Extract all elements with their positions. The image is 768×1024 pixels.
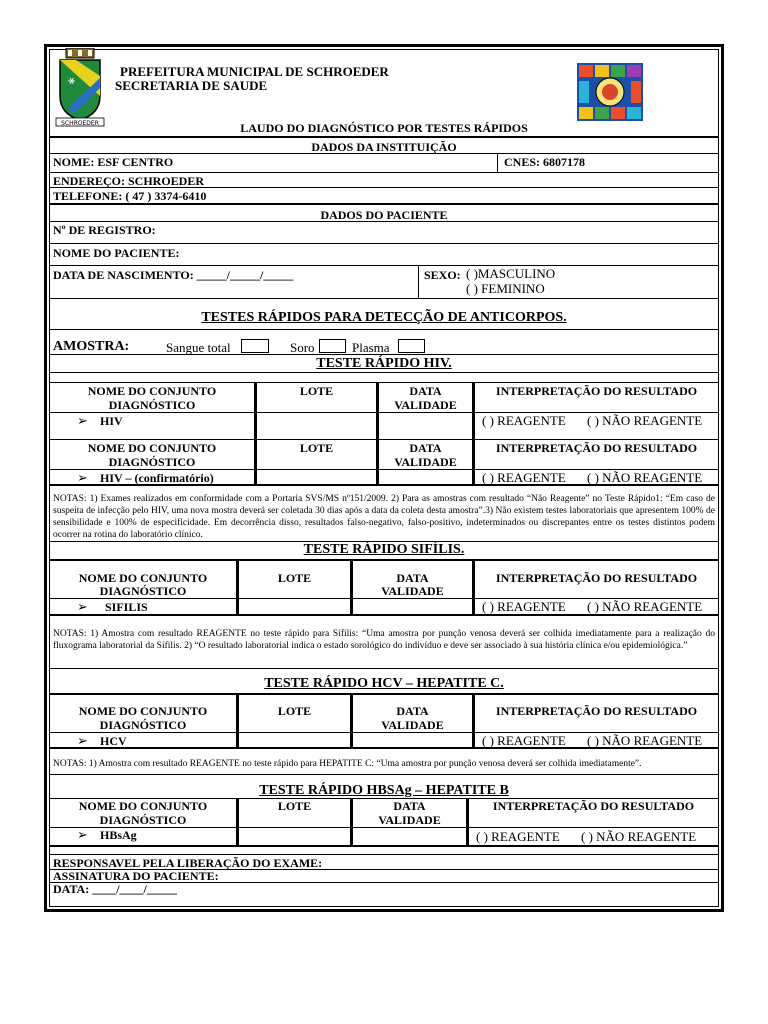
arrow-bullet-icon: ➢	[77, 470, 88, 485]
crest-logo	[54, 48, 106, 128]
sifilis-col-data-1: DATA	[396, 571, 429, 585]
hcv-col-lote: LOTE	[277, 704, 312, 718]
hbsag-item: HBsAg	[100, 828, 137, 842]
hbsag-col-lote: LOTE	[277, 799, 312, 813]
section-paciente: DADOS DO PACIENTE	[320, 208, 448, 222]
hiv2-nao-reagente[interactable]: ( ) NÃO REAGENTE	[587, 470, 703, 485]
secretaria-name: SECRETARIA DE SAUDE	[115, 78, 268, 93]
amostra-sangue: Sangue total	[166, 340, 231, 355]
soro-checkbox[interactable]	[319, 339, 346, 353]
sifilis-title: TESTE RÁPIDO SIFÍLIS.	[303, 542, 465, 557]
responsavel-field[interactable]: RESPONSAVEL PELA LIBERAÇÃO DO EXAME:	[53, 856, 323, 870]
hcv-item: HCV	[100, 734, 127, 748]
amostra-plasma: Plasma	[352, 340, 390, 355]
plasma-checkbox[interactable]	[398, 339, 425, 353]
sexo-masculino[interactable]: ( )MASCULINO	[466, 266, 556, 281]
crest-label: SCHROEDER	[61, 120, 99, 127]
hcv-col-data-2: VALIDADE	[381, 718, 444, 732]
hbsag-col-data-1: DATA	[393, 799, 426, 813]
hiv-col-lote: LOTE	[299, 384, 334, 398]
paciente-nome[interactable]: NOME DO PACIENTE:	[53, 246, 180, 260]
hiv2-col-data-2: VALIDADE	[394, 455, 457, 469]
data-field[interactable]: DATA: ____/____/_____	[53, 882, 177, 896]
hiv1-nao-reagente[interactable]: ( ) NÃO REAGENTE	[587, 413, 703, 428]
hcv-title: TESTE RÁPIDO HCV – HEPATITE C.	[264, 676, 504, 691]
sangue-checkbox[interactable]	[241, 339, 269, 353]
form-title: LAUDO DO DIAGNÓSTICO POR TESTES RÁPIDOS	[240, 121, 528, 135]
hcv-notes: NOTAS: 1) Amostra com resultado REAGENTE no teste rápido para HEPATITE C: “Uma amostra por punção venosa deverá ser colhida imediatamente”.	[53, 759, 642, 769]
arrow-bullet-icon: ➢	[77, 599, 88, 614]
hbsag-title: TESTE RÁPIDO HBSAg – HEPATITE B	[259, 783, 509, 798]
sifilis-col-interp: INTERPRETAÇÃO DO RESULTADO	[495, 571, 698, 585]
hbsag-reagente[interactable]: ( ) REAGENTE	[476, 829, 560, 844]
sifilis-nao-reagente[interactable]: ( ) NÃO REAGENTE	[587, 599, 703, 614]
section-instituicao: DADOS DA INSTITUIÇÃO	[311, 140, 457, 154]
hiv-item-2: HIV – (confirmatório)	[100, 471, 214, 485]
hbsag-col-interp: INTERPRETAÇÃO DO RESULTADO	[492, 799, 695, 813]
sexo-feminino[interactable]: ( ) FEMININO	[466, 281, 545, 296]
hiv-item-1: HIV	[100, 414, 123, 428]
hcv-col-data-1: DATA	[396, 704, 429, 718]
hiv-col-nome-1: NOME DO CONJUNTO	[87, 384, 217, 398]
hiv-title: TESTE RÁPIDO HIV.	[316, 356, 452, 371]
sifilis-reagente[interactable]: ( ) REAGENTE	[482, 599, 566, 614]
assinatura-field[interactable]: ASSINATURA DO PACIENTE:	[53, 869, 219, 883]
sifilis-col-data-2: VALIDADE	[381, 584, 444, 598]
sifilis-col-nome-1: NOME DO CONJUNTO	[78, 571, 208, 585]
hbsag-nao-reagente[interactable]: ( ) NÃO REAGENTE	[581, 829, 697, 844]
paciente-registro[interactable]: Nº DE REGISTRO:	[53, 223, 156, 237]
svg-text:⚹: ⚹	[68, 73, 76, 87]
instituicao-endereco: ENDEREÇO: SCHROEDER	[53, 174, 205, 188]
arrow-bullet-icon: ➢	[77, 827, 88, 842]
prefeitura-name: PREFEITURA MUNICIPAL DE SCHROEDER	[120, 64, 389, 79]
hiv-col-interp: INTERPRETAÇÃO DO RESULTADO	[495, 384, 698, 398]
hcv-col-nome-1: NOME DO CONJUNTO	[78, 704, 208, 718]
hiv-notes: NOTAS: 1) Exames realizados em conformidade com a Portaria SVS/MS nº151/2009. 2) Para as amostras com resultado “Não Reagente” no Teste Rápido1: “Em caso de suspeita de infecção pelo HIV, uma nova mostra deverá ser coletada 30 dias após a data da coleta desta amostra”.3) Não existem testes laboratoriais que apresentem 100% de sensibilidade e 100% de especificidade. Em decorrência disso, resultados falso-negativo, falso-positivo, indeterminados ou discrepantes entre os testes distintos podem ocorrer na rotina do laboratório clínico.	[53, 494, 715, 540]
hiv2-col-interp: INTERPRETAÇÃO DO RESULTADO	[495, 441, 698, 455]
hiv2-reagente[interactable]: ( ) REAGENTE	[482, 470, 566, 485]
paciente-nascimento[interactable]: DATA DE NASCIMENTO: _____/_____/_____	[53, 268, 294, 282]
amostra-label: AMOSTRA:	[53, 339, 130, 354]
arrow-bullet-icon: ➢	[77, 733, 88, 748]
hiv-col-data-2: VALIDADE	[394, 398, 457, 412]
hcv-col-interp: INTERPRETAÇÃO DO RESULTADO	[495, 704, 698, 718]
instituicao-telefone: TELEFONE: ( 47 ) 3374-6410	[53, 189, 207, 203]
hbsag-col-data-2: VALIDADE	[378, 813, 441, 827]
hiv1-reagente[interactable]: ( ) REAGENTE	[482, 413, 566, 428]
hiv-col-nome-2: DIAGNÓSTICO	[108, 398, 196, 412]
hiv2-col-lote: LOTE	[299, 441, 334, 455]
hiv2-col-nome-2: DIAGNÓSTICO	[108, 455, 196, 469]
amostra-soro: Soro	[290, 340, 315, 355]
sifilis-col-lote: LOTE	[277, 571, 312, 585]
hcv-reagente[interactable]: ( ) REAGENTE	[482, 733, 566, 748]
sifilis-item: SIFILIS	[105, 600, 148, 614]
instituicao-nome: NOME: ESF CENTRO	[53, 155, 174, 169]
hcv-col-nome-2: DIAGNÓSTICO	[99, 718, 187, 732]
hiv2-col-nome-1: NOME DO CONJUNTO	[87, 441, 217, 455]
sexo-label: SEXO:	[424, 268, 461, 282]
sifilis-notes: NOTAS: 1) Amostra com resultado REAGENTE no teste rápido para Sífilis: “Uma amostra por punção venosa deverá ser colhida imediatamente para a realização do fluxograma laboratorial da Sífilis. 2) “O resultado laboratorial indica o estado sorológico do indivíduo e deve ser associado à sua história clínica e/ou epidemiológica.”	[53, 629, 715, 651]
arrow-bullet-icon: ➢	[77, 413, 88, 428]
testes-title: TESTES RÁPIDOS PARA DETECÇÃO DE ANTICORPOS.	[201, 310, 567, 325]
instituicao-cnes: CNES: 6807178	[504, 155, 586, 169]
hiv2-col-data-1: DATA	[409, 441, 442, 455]
sifilis-col-nome-2: DIAGNÓSTICO	[99, 584, 187, 598]
hbsag-col-nome-1: NOME DO CONJUNTO	[78, 799, 208, 813]
campaign-logo	[577, 63, 643, 121]
hbsag-col-nome-2: DIAGNÓSTICO	[99, 813, 187, 827]
hcv-nao-reagente[interactable]: ( ) NÃO REAGENTE	[587, 733, 703, 748]
hiv-col-data-1: DATA	[409, 384, 442, 398]
